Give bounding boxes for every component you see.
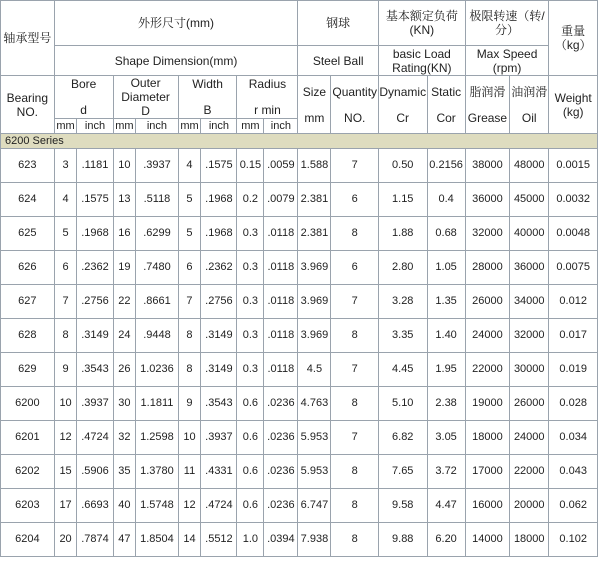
cell-dynamic: 0.50 <box>378 149 427 183</box>
cell-bearing-no: 6202 <box>1 455 55 489</box>
cell-static: 0.4 <box>427 183 465 217</box>
cell-width-mm: 14 <box>178 523 201 557</box>
cell-ball-size: 2.381 <box>298 217 331 251</box>
cell-radius-mm: 0.3 <box>237 353 264 387</box>
cell-static: 3.05 <box>427 421 465 455</box>
cell-static: 4.47 <box>427 489 465 523</box>
cell-oil: 30000 <box>510 353 549 387</box>
cell-radius-mm: 0.6 <box>237 421 264 455</box>
series-label: 6200 Series <box>1 134 598 149</box>
cell-bore-inch: .3543 <box>77 353 113 387</box>
header-unit-mm: mm <box>237 119 264 134</box>
header-unit-inch: inch <box>136 119 178 134</box>
cell-outer-mm: 10 <box>113 149 136 183</box>
header-ball-cn: 钢球 <box>298 1 379 46</box>
cell-oil: 18000 <box>510 523 549 557</box>
cell-width-mm: 8 <box>178 353 201 387</box>
table-row <box>1 387 598 421</box>
cell-ball-size: 6.747 <box>298 489 331 523</box>
cell-outer-inch: 1.0236 <box>136 353 178 387</box>
cell-bearing-no: 625 <box>1 217 55 251</box>
cell-bore-inch: .3149 <box>77 319 113 353</box>
cell-bore-mm: 17 <box>54 489 77 523</box>
cell-outer-inch: 1.5748 <box>136 489 178 523</box>
cell-dynamic: 3.28 <box>378 285 427 319</box>
cell-radius-mm: 0.3 <box>237 319 264 353</box>
cell-radius-mm: 1.0 <box>237 523 264 557</box>
table-body <box>1 134 598 557</box>
cell-bore-inch: .3937 <box>77 387 113 421</box>
header-unit-inch: inch <box>201 119 237 134</box>
cell-oil: 26000 <box>510 387 549 421</box>
cell-ball-quantity: 6 <box>331 251 379 285</box>
cell-bore-inch: .1968 <box>77 217 113 251</box>
cell-grease: 36000 <box>465 183 509 217</box>
cell-bearing-no: 6201 <box>1 421 55 455</box>
cell-weight: 0.0015 <box>549 149 598 183</box>
cell-bore-mm: 4 <box>54 183 77 217</box>
cell-outer-mm: 32 <box>113 421 136 455</box>
cell-bearing-no: 626 <box>1 251 55 285</box>
cell-width-mm: 6 <box>178 251 201 285</box>
cell-ball-quantity: 8 <box>331 217 379 251</box>
header-outer-diameter: Outer Diameter D <box>113 76 178 119</box>
header-unit-inch: inch <box>264 119 298 134</box>
header-oil: 油润滑 Oil <box>510 76 549 134</box>
header-radius: Radius r min <box>237 76 298 119</box>
cell-radius-mm: 0.15 <box>237 149 264 183</box>
cell-dynamic: 9.88 <box>378 523 427 557</box>
cell-ball-size: 3.969 <box>298 285 331 319</box>
cell-bore-mm: 8 <box>54 319 77 353</box>
cell-dynamic: 3.35 <box>378 319 427 353</box>
cell-width-mm: 4 <box>178 149 201 183</box>
cell-ball-size: 2.381 <box>298 183 331 217</box>
table-row <box>1 217 598 251</box>
cell-weight: 0.017 <box>549 319 598 353</box>
cell-weight: 0.0075 <box>549 251 598 285</box>
table-row <box>1 523 598 557</box>
cell-weight: 0.019 <box>549 353 598 387</box>
cell-grease: 22000 <box>465 353 509 387</box>
cell-static: 1.40 <box>427 319 465 353</box>
cell-width-mm: 10 <box>178 421 201 455</box>
cell-ball-quantity: 8 <box>331 455 379 489</box>
cell-ball-size: 4.763 <box>298 387 331 421</box>
cell-weight: 0.102 <box>549 523 598 557</box>
cell-bore-mm: 3 <box>54 149 77 183</box>
cell-radius-inch: .0059 <box>264 149 298 183</box>
cell-ball-size: 4.5 <box>298 353 331 387</box>
table-row <box>1 285 598 319</box>
cell-radius-mm: 0.6 <box>237 455 264 489</box>
header-weight-cn: 重量（kg） <box>549 1 598 76</box>
cell-radius-mm: 0.3 <box>237 285 264 319</box>
cell-bore-mm: 20 <box>54 523 77 557</box>
cell-bore-mm: 12 <box>54 421 77 455</box>
cell-oil: 45000 <box>510 183 549 217</box>
cell-weight: 0.043 <box>549 455 598 489</box>
table-row <box>1 489 598 523</box>
cell-ball-size: 5.953 <box>298 421 331 455</box>
cell-weight: 0.012 <box>549 285 598 319</box>
header-unit-mm: mm <box>178 119 201 134</box>
table-row <box>1 455 598 489</box>
cell-grease: 14000 <box>465 523 509 557</box>
cell-oil: 22000 <box>510 455 549 489</box>
cell-radius-inch: .0118 <box>264 285 298 319</box>
cell-width-inch: .3149 <box>201 319 237 353</box>
cell-outer-inch: 1.1811 <box>136 387 178 421</box>
cell-grease: 17000 <box>465 455 509 489</box>
cell-outer-mm: 35 <box>113 455 136 489</box>
cell-radius-inch: .0079 <box>264 183 298 217</box>
cell-bearing-no: 624 <box>1 183 55 217</box>
cell-static: 1.05 <box>427 251 465 285</box>
cell-oil: 24000 <box>510 421 549 455</box>
header-load-en: basic Load Rating(KN) <box>378 46 465 76</box>
header-load-cn: 基本额定负荷(KN) <box>378 1 465 46</box>
cell-outer-inch: .9448 <box>136 319 178 353</box>
cell-outer-mm: 26 <box>113 353 136 387</box>
header-unit-mm: mm <box>113 119 136 134</box>
cell-grease: 32000 <box>465 217 509 251</box>
cell-width-inch: .3149 <box>201 353 237 387</box>
cell-static: 1.35 <box>427 285 465 319</box>
cell-static: 3.72 <box>427 455 465 489</box>
cell-bearing-no: 629 <box>1 353 55 387</box>
table-row <box>1 251 598 285</box>
cell-grease: 38000 <box>465 149 509 183</box>
cell-radius-inch: .0118 <box>264 319 298 353</box>
cell-width-mm: 12 <box>178 489 201 523</box>
cell-dynamic: 4.45 <box>378 353 427 387</box>
cell-grease: 24000 <box>465 319 509 353</box>
table-row <box>1 353 598 387</box>
cell-dynamic: 6.82 <box>378 421 427 455</box>
cell-bore-mm: 7 <box>54 285 77 319</box>
cell-outer-inch: .6299 <box>136 217 178 251</box>
cell-bore-inch: .5906 <box>77 455 113 489</box>
cell-ball-quantity: 6 <box>331 183 379 217</box>
cell-bore-inch: .6693 <box>77 489 113 523</box>
cell-radius-inch: .0236 <box>264 455 298 489</box>
table-row <box>1 319 598 353</box>
cell-bore-mm: 5 <box>54 217 77 251</box>
cell-outer-mm: 24 <box>113 319 136 353</box>
cell-ball-quantity: 8 <box>331 387 379 421</box>
cell-ball-quantity: 7 <box>331 421 379 455</box>
cell-outer-mm: 47 <box>113 523 136 557</box>
cell-outer-mm: 30 <box>113 387 136 421</box>
header-bore: Bore d <box>54 76 113 119</box>
cell-outer-inch: 1.8504 <box>136 523 178 557</box>
cell-dynamic: 1.88 <box>378 217 427 251</box>
header-dynamic: Dynamic Cr <box>378 76 427 134</box>
cell-grease: 16000 <box>465 489 509 523</box>
cell-outer-mm: 13 <box>113 183 136 217</box>
cell-dynamic: 1.15 <box>378 183 427 217</box>
cell-ball-quantity: 8 <box>331 489 379 523</box>
cell-width-inch: .1968 <box>201 217 237 251</box>
cell-outer-inch: 1.2598 <box>136 421 178 455</box>
cell-radius-inch: .0394 <box>264 523 298 557</box>
header-speed-en: Max Speed (rpm) <box>465 46 549 76</box>
cell-width-mm: 9 <box>178 387 201 421</box>
cell-outer-mm: 22 <box>113 285 136 319</box>
cell-oil: 20000 <box>510 489 549 523</box>
header-weight-en: Weight (kg) <box>549 76 598 134</box>
cell-ball-quantity: 8 <box>331 319 379 353</box>
cell-ball-size: 3.969 <box>298 251 331 285</box>
cell-width-inch: .5512 <box>201 523 237 557</box>
cell-static: 2.38 <box>427 387 465 421</box>
cell-width-inch: .2756 <box>201 285 237 319</box>
cell-static: 1.95 <box>427 353 465 387</box>
table-header <box>1 1 598 134</box>
header-ball-size: Size mm <box>298 76 331 134</box>
cell-bore-mm: 10 <box>54 387 77 421</box>
cell-width-mm: 7 <box>178 285 201 319</box>
cell-weight: 0.028 <box>549 387 598 421</box>
table-row <box>1 183 598 217</box>
cell-ball-quantity: 7 <box>331 149 379 183</box>
header-dimension-cn: 外形尺寸(mm) <box>54 1 298 46</box>
cell-dynamic: 9.58 <box>378 489 427 523</box>
cell-bore-inch: .1181 <box>77 149 113 183</box>
header-grease: 脂润滑 Grease <box>465 76 509 134</box>
cell-width-mm: 5 <box>178 217 201 251</box>
cell-width-inch: .4331 <box>201 455 237 489</box>
cell-bearing-no: 6204 <box>1 523 55 557</box>
cell-bore-mm: 6 <box>54 251 77 285</box>
cell-static: 0.2156 <box>427 149 465 183</box>
cell-radius-mm: 0.6 <box>237 387 264 421</box>
cell-width-mm: 11 <box>178 455 201 489</box>
cell-radius-inch: .0236 <box>264 489 298 523</box>
cell-radius-mm: 0.3 <box>237 217 264 251</box>
cell-dynamic: 5.10 <box>378 387 427 421</box>
cell-dynamic: 2.80 <box>378 251 427 285</box>
cell-ball-size: 3.969 <box>298 319 331 353</box>
cell-width-mm: 8 <box>178 319 201 353</box>
cell-width-inch: .3543 <box>201 387 237 421</box>
cell-oil: 48000 <box>510 149 549 183</box>
cell-radius-inch: .0118 <box>264 217 298 251</box>
cell-width-inch: .4724 <box>201 489 237 523</box>
cell-bearing-no: 6203 <box>1 489 55 523</box>
cell-grease: 26000 <box>465 285 509 319</box>
cell-outer-inch: .8661 <box>136 285 178 319</box>
cell-dynamic: 7.65 <box>378 455 427 489</box>
cell-oil: 32000 <box>510 319 549 353</box>
cell-static: 6.20 <box>427 523 465 557</box>
cell-radius-mm: 0.2 <box>237 183 264 217</box>
cell-width-inch: .2362 <box>201 251 237 285</box>
cell-ball-size: 1.588 <box>298 149 331 183</box>
cell-oil: 40000 <box>510 217 549 251</box>
cell-width-mm: 5 <box>178 183 201 217</box>
header-unit-mm: mm <box>54 119 77 134</box>
cell-outer-inch: .5118 <box>136 183 178 217</box>
cell-radius-mm: 0.6 <box>237 489 264 523</box>
header-model-en: Bearing NO. <box>1 76 55 134</box>
cell-radius-inch: .0118 <box>264 251 298 285</box>
cell-outer-inch: 1.3780 <box>136 455 178 489</box>
cell-bore-mm: 15 <box>54 455 77 489</box>
cell-bore-inch: .4724 <box>77 421 113 455</box>
table-row <box>1 421 598 455</box>
cell-radius-inch: .0236 <box>264 387 298 421</box>
cell-outer-inch: .7480 <box>136 251 178 285</box>
cell-oil: 34000 <box>510 285 549 319</box>
header-width: Width B <box>178 76 237 119</box>
cell-outer-mm: 40 <box>113 489 136 523</box>
cell-static: 0.68 <box>427 217 465 251</box>
cell-bearing-no: 623 <box>1 149 55 183</box>
cell-bearing-no: 6200 <box>1 387 55 421</box>
header-unit-inch: inch <box>77 119 113 134</box>
cell-weight: 0.0032 <box>549 183 598 217</box>
cell-ball-size: 5.953 <box>298 455 331 489</box>
cell-width-inch: .1575 <box>201 149 237 183</box>
cell-bore-mm: 9 <box>54 353 77 387</box>
cell-ball-size: 7.938 <box>298 523 331 557</box>
cell-grease: 19000 <box>465 387 509 421</box>
cell-outer-mm: 19 <box>113 251 136 285</box>
cell-outer-inch: .3937 <box>136 149 178 183</box>
cell-ball-quantity: 7 <box>331 353 379 387</box>
cell-ball-quantity: 7 <box>331 285 379 319</box>
cell-radius-mm: 0.3 <box>237 251 264 285</box>
cell-bore-inch: .2362 <box>77 251 113 285</box>
header-ball-en: Steel Ball <box>298 46 379 76</box>
cell-ball-quantity: 8 <box>331 523 379 557</box>
header-static: Static Cor <box>427 76 465 134</box>
cell-grease: 18000 <box>465 421 509 455</box>
cell-width-inch: .3937 <box>201 421 237 455</box>
cell-bore-inch: .2756 <box>77 285 113 319</box>
cell-grease: 28000 <box>465 251 509 285</box>
cell-weight: 0.034 <box>549 421 598 455</box>
cell-bore-inch: .7874 <box>77 523 113 557</box>
table-row <box>1 149 598 183</box>
cell-width-inch: .1968 <box>201 183 237 217</box>
header-ball-quantity: Quantity NO. <box>331 76 379 134</box>
cell-bore-inch: .1575 <box>77 183 113 217</box>
header-dimension-en: Shape Dimension(mm) <box>54 46 298 76</box>
cell-bearing-no: 627 <box>1 285 55 319</box>
cell-radius-inch: .0236 <box>264 421 298 455</box>
header-speed-cn: 极限转速（转/分） <box>465 1 549 46</box>
cell-bearing-no: 628 <box>1 319 55 353</box>
cell-weight: 0.0048 <box>549 217 598 251</box>
cell-outer-mm: 16 <box>113 217 136 251</box>
cell-radius-inch: .0118 <box>264 353 298 387</box>
cell-weight: 0.062 <box>549 489 598 523</box>
header-model-cn: 轴承型号 <box>1 1 55 76</box>
cell-oil: 36000 <box>510 251 549 285</box>
